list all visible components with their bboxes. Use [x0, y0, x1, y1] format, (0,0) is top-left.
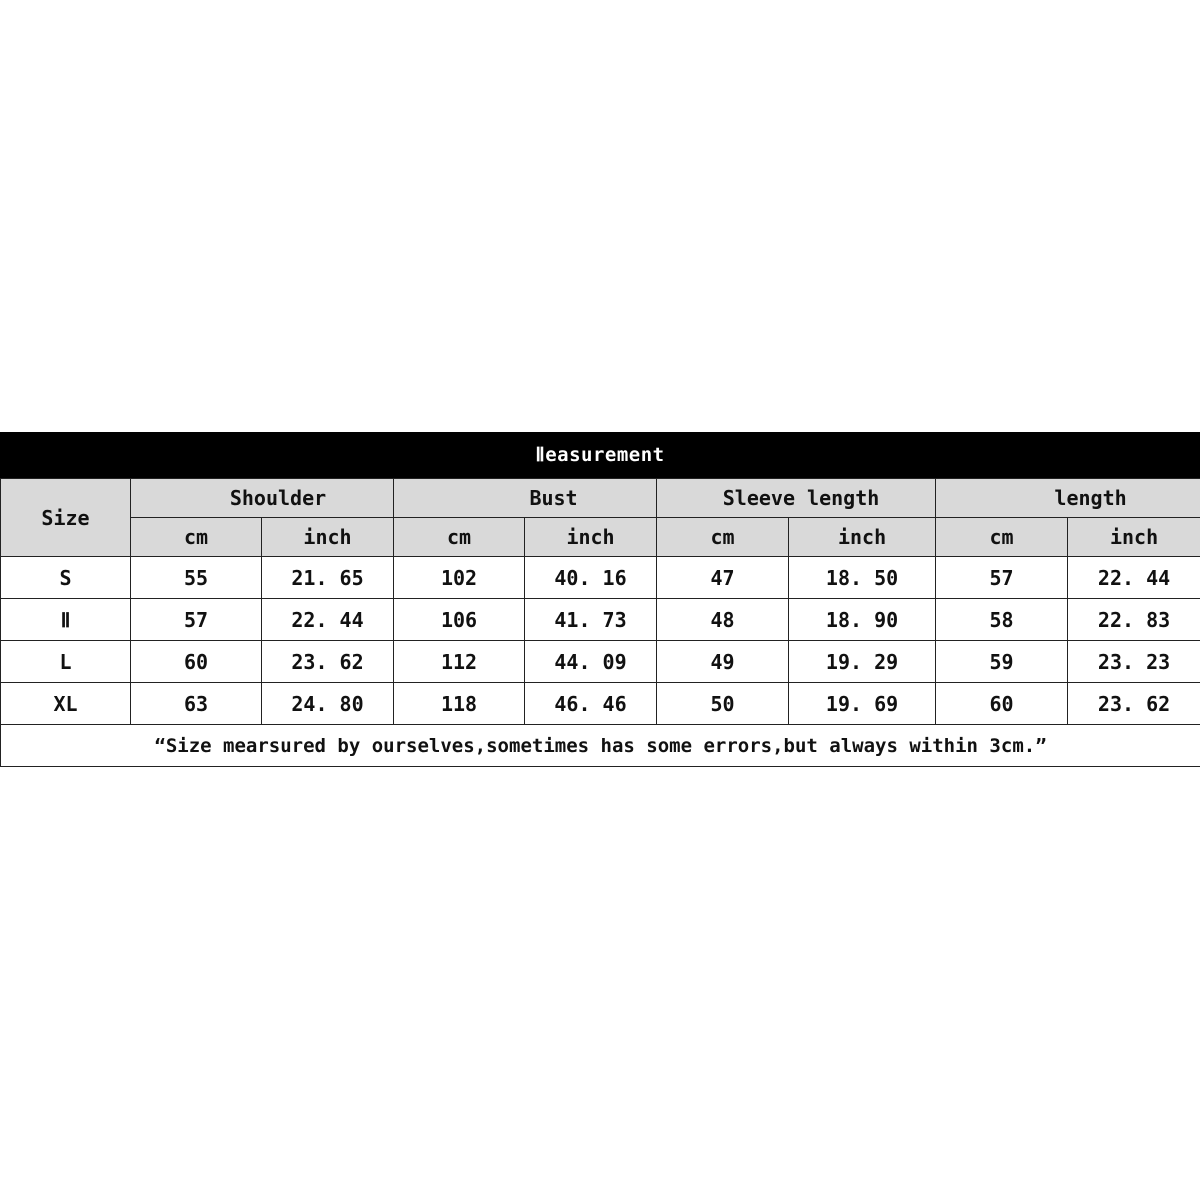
bust-inch-cell: 46. 46 — [525, 683, 657, 725]
length-cm-cell: 57 — [936, 557, 1068, 599]
shoulder-header-label: Shoulder — [229, 486, 327, 510]
size-column-header: Size — [1, 479, 131, 557]
sleeve-cm-cell: 49 — [657, 641, 789, 683]
sleeve-cm-cell: 50 — [657, 683, 789, 725]
size-chart — [0, 432, 1200, 770]
length-inch-cell: 23. 62 — [1068, 683, 1200, 725]
unit-cm: cm — [394, 518, 525, 557]
measurement-table — [0, 478, 1200, 767]
shoulder-inch-cell: 24. 80 — [262, 683, 394, 725]
sleeve-cm-cell: 48 — [657, 599, 789, 641]
sleeve-cm-cell: 47 — [657, 557, 789, 599]
shoulder-cm-cell: 57 — [131, 599, 262, 641]
shoulder-inch-cell: 22. 44 — [262, 599, 394, 641]
shoulder-cm-cell: 63 — [131, 683, 262, 725]
shoulder-cm-cell: 60 — [131, 641, 262, 683]
unit-cm: cm — [131, 518, 262, 557]
shoulder-cm-cell: 55 — [131, 557, 262, 599]
sleeve-inch-cell: 18. 90 — [789, 599, 936, 641]
size-cell: Ⅱ — [1, 599, 131, 641]
length-header — [936, 479, 1200, 518]
size-cell: XL — [1, 683, 131, 725]
shoulder-header — [131, 479, 394, 518]
length-header-label: length — [1054, 486, 1127, 510]
table-title: Ⅱeasurement — [0, 432, 1200, 478]
table-row — [1, 641, 1200, 683]
bust-header-label: Bust — [529, 486, 578, 510]
sleeve-length-header — [657, 479, 936, 518]
bust-cm-cell: 102 — [394, 557, 525, 599]
header-row-units — [1, 518, 1200, 557]
length-cm-cell: 58 — [936, 599, 1068, 641]
bust-inch-cell: 44. 09 — [525, 641, 657, 683]
length-inch-cell: 23. 23 — [1068, 641, 1200, 683]
unit-inch: inch — [262, 518, 394, 557]
length-inch-cell: 22. 83 — [1068, 599, 1200, 641]
bust-header — [394, 479, 657, 518]
table-row — [1, 557, 1200, 599]
unit-cm: cm — [936, 518, 1068, 557]
measurement-note: “Size mearsured by ourselves,sometimes has some errors,but always within 3cm.” — [1, 725, 1200, 767]
unit-inch: inch — [789, 518, 936, 557]
bust-cm-cell: 106 — [394, 599, 525, 641]
sleeve-inch-cell: 18. 50 — [789, 557, 936, 599]
note-row — [1, 725, 1200, 767]
unit-inch: inch — [1068, 518, 1200, 557]
header-row-groups — [1, 479, 1200, 518]
unit-inch: inch — [525, 518, 657, 557]
length-cm-cell: 59 — [936, 641, 1068, 683]
bust-inch-cell: 40. 16 — [525, 557, 657, 599]
length-inch-cell: 22. 44 — [1068, 557, 1200, 599]
bust-cm-cell: 112 — [394, 641, 525, 683]
bust-inch-cell: 41. 73 — [525, 599, 657, 641]
shoulder-inch-cell: 21. 65 — [262, 557, 394, 599]
sleeve-length-header-label: Sleeve length — [722, 486, 880, 510]
table-row — [1, 599, 1200, 641]
sleeve-inch-cell: 19. 29 — [789, 641, 936, 683]
table-row — [1, 683, 1200, 725]
size-cell: S — [1, 557, 131, 599]
length-cm-cell: 60 — [936, 683, 1068, 725]
shoulder-inch-cell: 23. 62 — [262, 641, 394, 683]
size-cell: L — [1, 641, 131, 683]
unit-cm: cm — [657, 518, 789, 557]
bust-cm-cell: 118 — [394, 683, 525, 725]
sleeve-inch-cell: 19. 69 — [789, 683, 936, 725]
